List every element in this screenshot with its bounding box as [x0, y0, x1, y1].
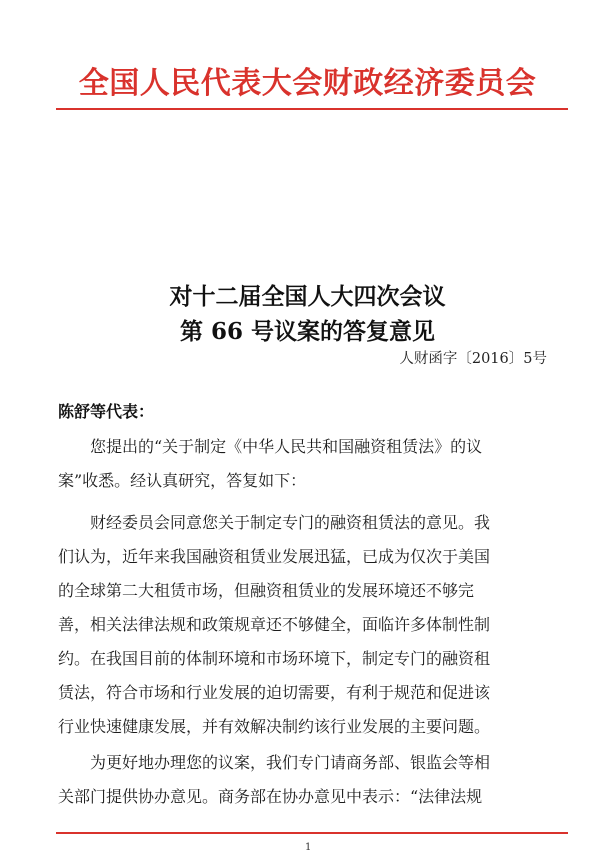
- letterhead-title: 全国人民代表大会财政经济委员会: [78, 66, 537, 101]
- body-line: 的全球第二大租赁市场，但融资租赁业的发展环境还不够完: [58, 581, 475, 600]
- body-line: 约。在我国目前的体制环境和市场环境下，制定专门的融资租: [58, 649, 491, 668]
- body-line: 关部门提供协办意见。商务部在协办意见中表示：“法律法规: [58, 787, 483, 806]
- body-line: 您提出的“关于制定《中华人民共和国融资租赁法》的议: [90, 437, 483, 456]
- body-line: 案”收悉。经认真研究，答复如下：: [58, 471, 307, 490]
- page-number: 1: [305, 842, 312, 853]
- body-line: 为更好地办理您的议案，我们专门请商务部、银监会等相: [90, 753, 491, 772]
- document-title-line-1: 对十二届全国人大四次会议: [169, 283, 446, 310]
- body-line: 行业快速健康发展，并有效解决制约该行业发展的主要问题。: [58, 717, 491, 736]
- body-line: 们认为，近年来我国融资租赁业发展迅猛，已成为仅次于美国: [58, 547, 491, 566]
- body-line: 赁法，符合市场和行业发展的迫切需要，有利于规范和促进该: [58, 683, 491, 702]
- salutation: 陈舒等代表：: [58, 402, 155, 421]
- footer-red-rule: [56, 832, 568, 834]
- body-line: 善，相关法律法规和政策规章还不够健全，面临许多体制性制: [58, 615, 491, 634]
- document-title-line-2: 第 66 号议案的答复意见: [179, 318, 436, 345]
- letterhead-red-rule: [56, 108, 568, 110]
- document-number: 人财函字〔2016〕5号: [399, 351, 547, 367]
- body-line: 财经委员会同意您关于制定专门的融资租赁法的意见。我: [90, 513, 491, 532]
